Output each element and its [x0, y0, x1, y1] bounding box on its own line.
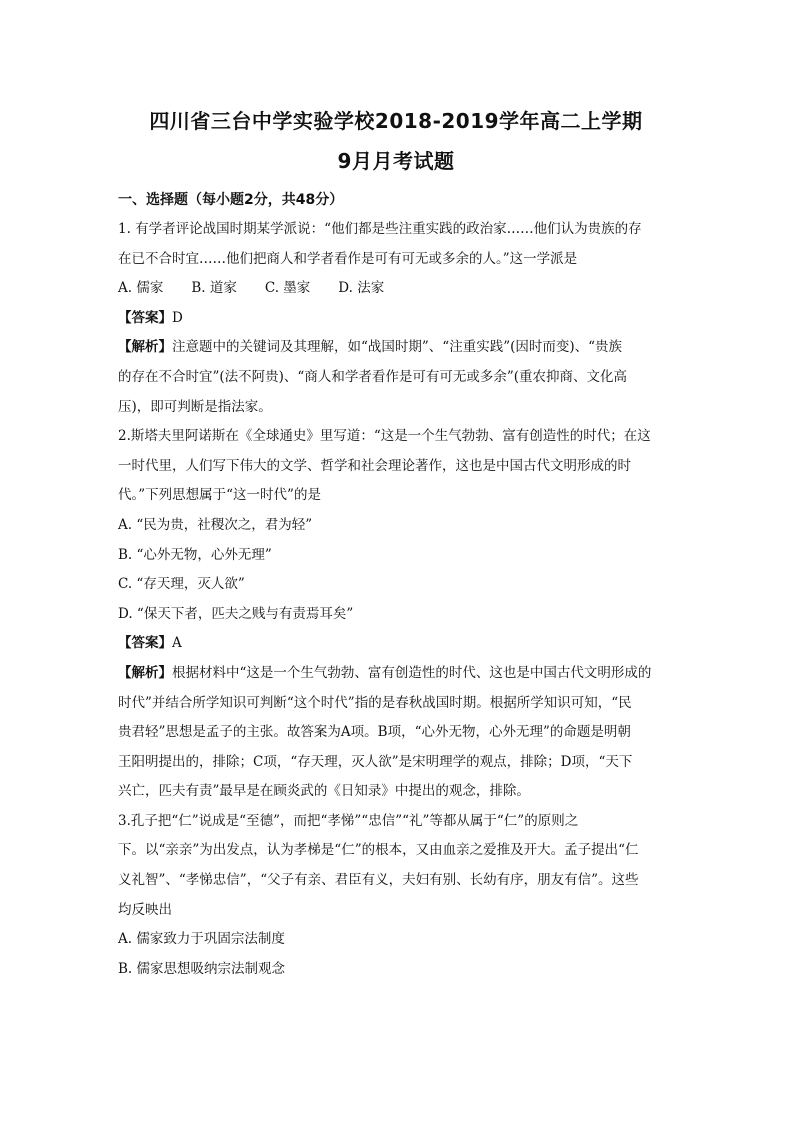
document-title-line1: 四川省三台中学实验学校2018-2019学年高二上学期 [149, 109, 643, 133]
question-stem-line: 1. 有学者评论战国时期某学派说：“他们都是些注重实践的政治家……他们认为贵族的存 [118, 221, 642, 237]
question-stem-line: 下。以“亲亲”为出发点，认为孝梯是“仁”的根本，又由血亲之爱推及开大。孟子提出“仁 [118, 842, 639, 859]
question-3 [118, 807, 674, 985]
analysis-text: 注意题中的关键词及其理解，如“战国时期”、“注重实践”(因时而变)、“贵族 [172, 339, 623, 356]
option-d: D. 法家 [338, 280, 385, 297]
option-a: A. 儒家致力于巩固宗法制度 [118, 931, 285, 948]
analysis-line [118, 659, 674, 689]
analysis-tag: 【解析】 [118, 339, 172, 356]
option-b: B. “心外无物，心外无理” [118, 546, 272, 563]
analysis-line: 的存在不合时宜”(法不阿贵)、“商人和学者看作是可有可无或多余”(重农抑商、文化高 [118, 368, 628, 385]
option-c: C. “存天理，灭人欲” [118, 576, 245, 593]
answer-value: A [172, 635, 182, 652]
analysis-tag: 【解析】 [118, 664, 172, 681]
question-stem-line: 2.斯塔夫里阿诺斯在《全球通史》里写道：“这是一个生气勃勃、富有创造性的时代；在这 [118, 428, 651, 445]
option-a: A. 儒家 [118, 280, 164, 297]
analysis-line: 压)，即可判断是指法家。 [118, 398, 272, 415]
answer-line [118, 304, 674, 334]
question-stem-line: 代。”下列思想属于“这一时代”的是 [118, 487, 321, 504]
option-b: B. 儒家思想吸纳宗法制观念 [118, 960, 286, 977]
analysis-line [118, 333, 674, 363]
section-heading: 一、选择题（每小题2分，共48分） [118, 192, 344, 208]
analysis-line: 王阳明提出的，排除；C项，“存天理，灭人欲”是宋明理学的观点，排除；D项，“天下 [118, 753, 633, 770]
question-options [118, 274, 674, 304]
question-stem-line: 一时代里，人们写下伟大的文学、哲学和社会理论著作，这也是中国古代文明形成的时 [118, 457, 631, 474]
question-stem-line: 3.孔子把“仁”说成是“至德”，而把“孝悌”“忠信”“礼”等都从属于“仁”的原则之 [118, 812, 579, 829]
answer-value: D [172, 309, 183, 326]
answer-line [118, 629, 674, 659]
answer-tag: 【答案】 [118, 309, 172, 326]
analysis-text: 根据材料中“这是一个生气勃勃、富有创造性的时代、这也是中国古代文明形成的 [172, 664, 652, 681]
question-2 [118, 422, 674, 807]
option-c: C. 墨家 [264, 280, 311, 297]
analysis-line: 时代”并结合所学知识可判断“这个时代”指的是春秋战国时期。根据所学知识可知，“民 [118, 694, 632, 711]
question-stem-line: 在已不合时宜……他们把商人和学者看作是可有可无或多余的人。”这一学派是 [118, 250, 578, 267]
question-stem-line: 均反映出 [118, 901, 172, 918]
option-b: B. 道家 [191, 280, 237, 297]
question-1 [118, 215, 674, 422]
analysis-line: 兴亡，匹夫有责”最早是在顾炎武的《日知录》中提出的观念，排除。 [118, 783, 530, 800]
question-stem-line: 义礼智”、“孝悌忠信”，“父子有亲、君臣有义，夫妇有别、长幼有序，朋友有信”。这些 [118, 872, 639, 889]
option-d: D. “保天下者，匹夫之贱与有责焉耳矣” [118, 605, 354, 622]
answer-tag: 【答案】 [118, 635, 172, 652]
analysis-line: 贵君轻”思想是孟子的主张。故答案为A项。B项，“心外无物，心外无理”的命题是明朝 [118, 724, 631, 741]
document-title-line2: 9月月考试题 [337, 149, 455, 173]
option-a: A. “民为贵，社稷次之，君为轻” [118, 516, 313, 533]
